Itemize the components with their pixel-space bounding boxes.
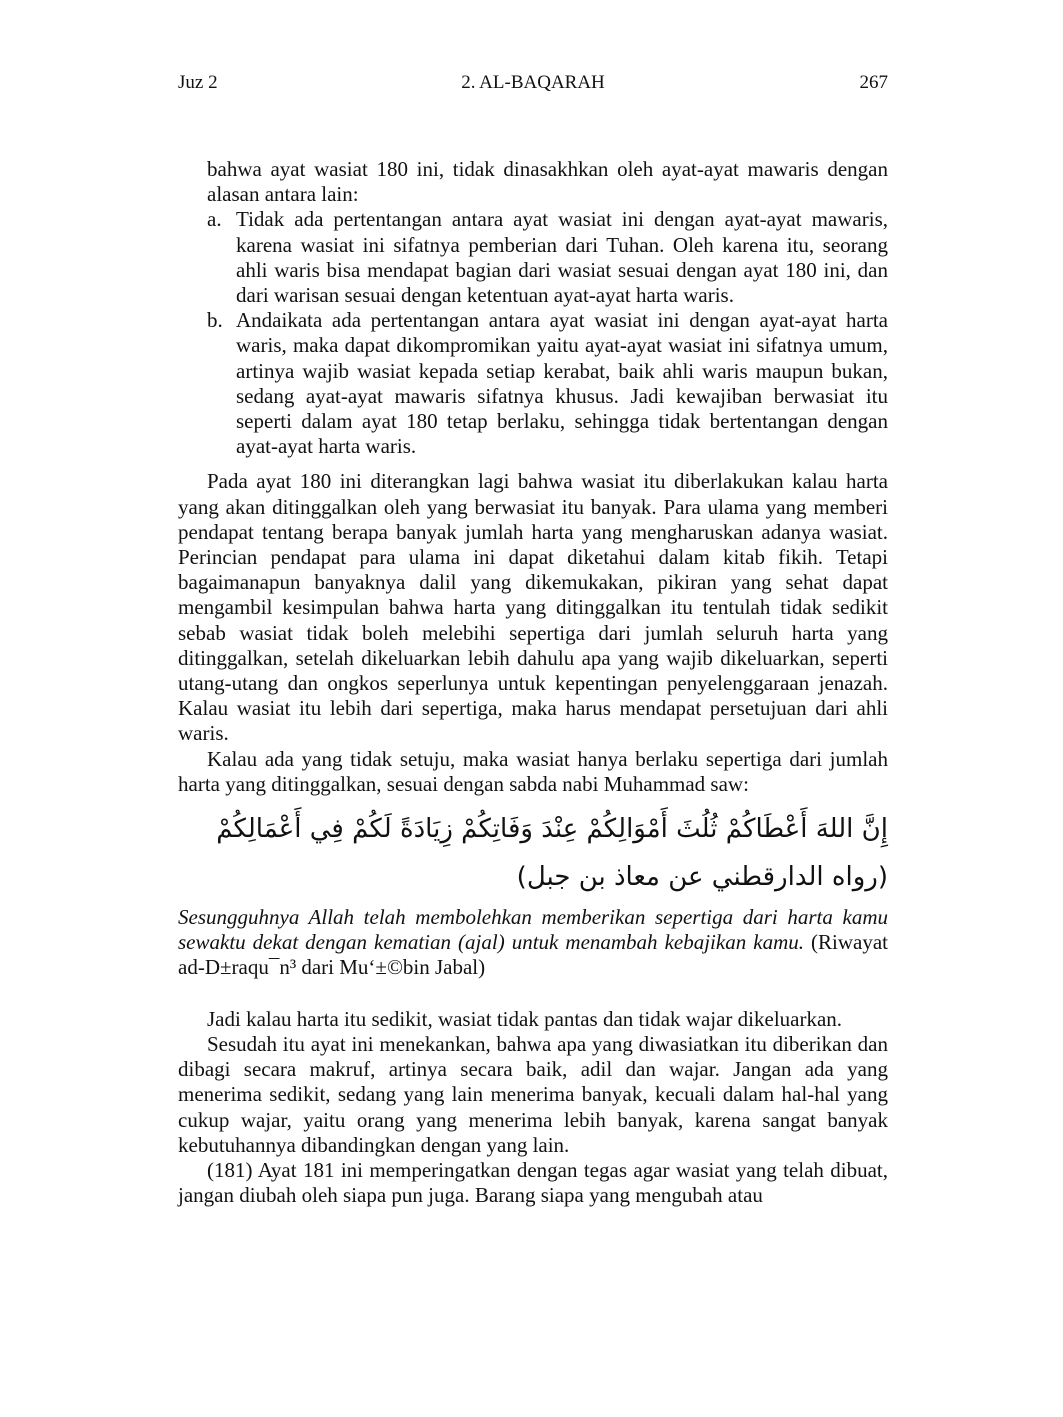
intro-paragraph: bahwa ayat wasiat 180 ini, tidak dinasakhkan oleh ayat-ayat mawaris dengan alasan antara lain: — [207, 157, 888, 207]
hadith-reference: (Riwayat ad-D±raqu¯n³ dari Mu‘±©bin Jabal) — [178, 930, 888, 980]
paragraph: Kalau ada yang tidak setuju, maka wasiat hanya berlaku sepertiga dari jumlah harta yang ditinggalkan, sesuai dengan sabda nabi Muhammad saw: — [178, 746, 888, 796]
reasons-list — [178, 207, 888, 459]
paragraph: (181) Ayat 181 ini memperingatkan dengan tegas agar wasiat yang telah dibuat, jangan diubah oleh siapa pun juga. Barang siapa yang mengubah atau — [178, 1157, 888, 1208]
juz-label: Juz 2 — [178, 72, 218, 93]
spacer — [178, 459, 888, 469]
list-item-text: Andaikata ada pertentangan antara ayat wasiat ini dengan ayat-ayat harta waris, maka dapat dikompromikan yaitu ayat-ayat wasiat ini sifatnya umum, artinya wajib wasiat kepada setiap kerabat, baik ahli waris maupun bukan, sedang ayat-ayat mawaris sifatnya khusus. Jadi kewajiban berwasiat itu seperti dalam ayat 180 tetap berlaku, sehingga tidak bertentangan dengan ayat-ayat harta waris. — [236, 308, 888, 459]
paragraph: Sesudah itu ayat ini menekankan, bahwa apa yang diwasiatkan itu diberikan dan dibagi secara makruf, artinya secara baik, adil dan wajar. Jangan ada yang menerima sedikit, sedang yang lain menerima banyak, kecuali dalam hal-hal yang cukup wajar, yaitu orang yang menerima lebih banyak, karena sangat banyak kebutuhannya dibandingkan dengan yang lain. — [178, 1031, 888, 1157]
paragraph: Pada ayat 180 ini diterangkan lagi bahwa wasiat itu diberlakukan kalau harta yang akan ditinggalkan oleh yang berwasiat itu banyak. Para ulama yang memberi pendapat tentang berapa banyak jumlah harta yang mengharuskan adanya wasiat. Perincian pendapat para ulama ini dapat diketahui dalam kitab fikih. Tetapi bagaimanapun banyaknya dalil yang dikemukakan, pikiran yang sehat dapat mengambil kesimpulan bahwa harta yang ditinggalkan itu tentulah tidak sedikit sebab wasiat tidak boleh melebihi sepertiga dari jumlah seluruh harta yang ditinggalkan, setelah dikeluarkan lebih dahulu apa yang wajib dikeluarkan, seperti utang-utang dan ongkos seperlunya untuk kepentingan penyelenggaraan jenazah. Kalau wasiat itu lebih dari sepertiga, maka harus mendapat persetujuan dari ahli waris. — [178, 469, 888, 746]
list-item — [178, 207, 888, 308]
surah-title: 2. AL-BAQARAH — [461, 72, 605, 93]
translation-text: Sesungguhnya Allah telah membolehkan memberikan sepertiga dari harta kamu sewaktu dekat dengan kematian (ajal) untuk menambah kebajikan kamu. — [178, 905, 888, 955]
hadith-arabic: إِنَّ اللهَ أَعْطَاكُمْ ثُلُثَ أَمْوَالِكُمْ عِنْدَ وَفَاتِكُمْ زِيَادَةً لَكُمْ فِي أَعْمَالِكُمْ (رواه الدارقطني عن معاذ بن جبل) — [216, 814, 888, 893]
spacer — [178, 981, 888, 1007]
page-number: 267 — [859, 72, 888, 93]
list-marker: a. — [207, 207, 222, 232]
page-header — [178, 72, 888, 102]
hadith-translation — [178, 905, 888, 981]
list-marker: b. — [207, 308, 223, 333]
paragraph: Jadi kalau harta itu sedikit, wasiat tidak pantas dan tidak wajar dikeluarkan. — [207, 1006, 843, 1031]
page-body — [178, 157, 888, 1208]
list-item — [178, 308, 888, 459]
list-item-text: Tidak ada pertentangan antara ayat wasiat ini dengan ayat-ayat mawaris, karena wasiat ini sifatnya pemberian dari Tuhan. Oleh karena itu, seorang ahli waris bisa mendapat bagian dari wasiat sesuai dengan ayat 180 ini, dan dari warisan sesuai dengan ketentuan ayat-ayat harta waris. — [236, 207, 888, 308]
